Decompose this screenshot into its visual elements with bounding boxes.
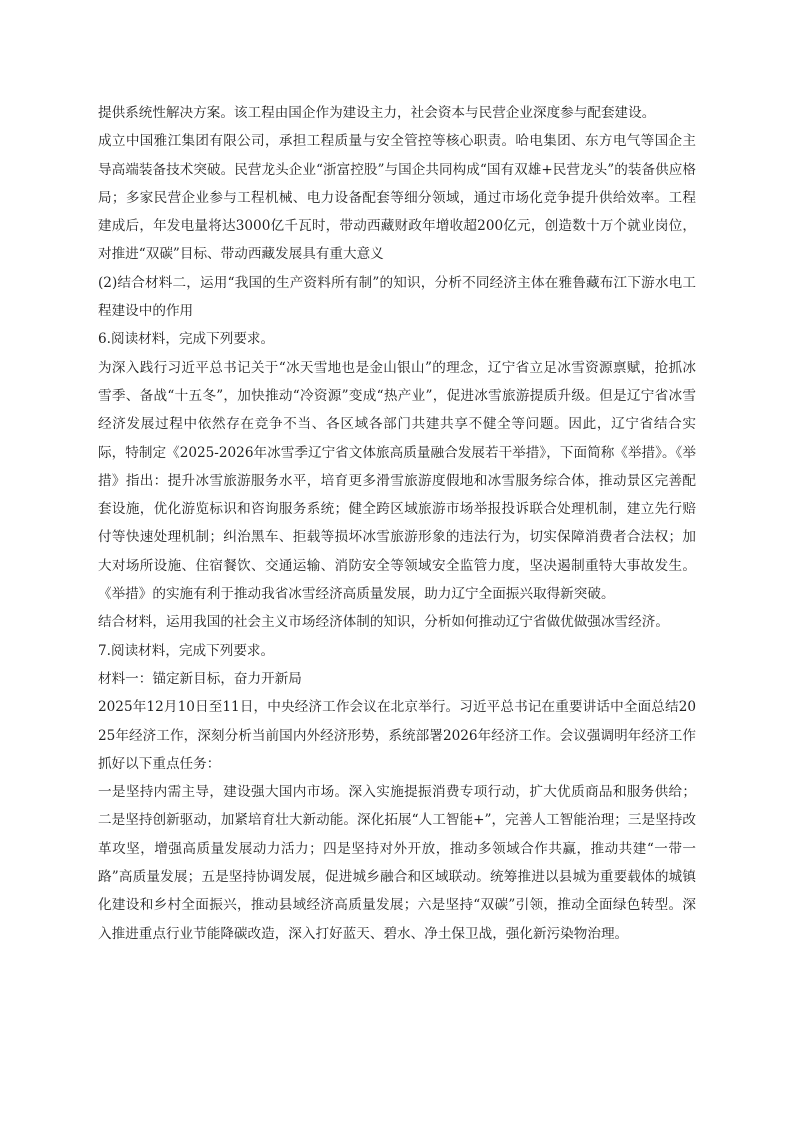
paragraph-key-tasks: 一是坚持内需主导，建设强大国内市场。深入实施提振消费专项行动，扩大优质商品和服务供给；二是坚持创新驱动，加紧培育壮大新动能。深化拓展“人工智能+”，完善人工智能治理；三是坚持改革攻坚，增强高质量发展动力活力；四是坚持对外开放，推动多领域合作共赢，推动共建“一带一路”高质量发展；五是坚持协调发展，促进城乡融合和区域联动。统筹推进以县城为重要载体的城镇化建设和乡村全面振兴，推动县域经济高质量发展；六是坚持“双碳”引领，推动全面绿色转型。深入推进重点行业节能降碳改造，深入打好蓝天、碧水、净土保卫战，强化新污染物治理。 <box>98 784 696 942</box>
question-6-prompt: 结合材料，运用我国的社会主义市场经济体制的知识，分析如何推动辽宁省做优做强冰雪经济。 <box>98 614 669 631</box>
question-2-ownership: (2)结合材料二，运用“我国的生产资料所有制”的知识，分析不同经济主体在雅鲁藏布江下游水电工程建设中的作用 <box>98 274 696 320</box>
paragraph-yajiang-group: 成立中国雅江集团有限公司，承担工程质量与安全管控等核心职责。哈电集团、东方电气等国企主导高端装备技术突破。民营龙头企业“浙富控股”与国企共同构成“国有双雄+民营龙头”的装备供应格局；多家民营企业参与工程机械、电力设备配套等细分领域，通过市场化竞争提升供给效率。工程建成后，年发电量将达3000亿千瓦时，带动西藏财政年增收超200亿元，创造数十万个就业岗位，对推进“双碳”目标、带动西藏发展具有重大意义 <box>98 133 696 263</box>
document-page <box>98 99 696 948</box>
material-1-title: 材料一：锚定新目标，奋力开新局 <box>98 670 302 687</box>
paragraph-economic-conference: 2025年12月10日至11日，中央经济工作会议在北京举行。习近平总书记在重要讲话中全面总结2025年经济工作，深刻分析当前国内外经济形势，系统部署2026年经济工作。会议强调明年经济工作抓好以下重点任务： <box>98 699 696 772</box>
question-6-heading: 6.阅读材料，完成下列要求。 <box>98 331 275 348</box>
paragraph-liaoning-ice-snow: 为深入践行习近平总书记关于“冰天雪地也是金山银山”的理念，辽宁省立足冰雪资源禀赋，抢抓冰雪季、备战“十五冬”，加快推动“冷资源”变成“热产业”，促进冰雪旅游提质升级。但是辽宁省冰雪经济发展过程中依然存在竞争不当、各区域各部门共建共享不健全等问题。因此，辽宁省结合实际，特制定《2025-2026年冰雪季辽宁省文体旅高质量融合发展若干举措》，下面简称《举措》。《举措》指出：提升冰雪旅游服务水平，培育更多滑雪旅游度假地和冰雪服务综合体，推动景区完善配套设施，优化游览标识和咨询服务系统；健全跨区域旅游市场举报投诉联合处理机制，建立先行赔付等快速处理机制；纠治黑车、拒载等损坏冰雪旅游形象的违法行为，切实保障消费者合法权；加大对场所设施、住宿餐饮、交通运输、消防安全等领域安全监管力度，坚决遏制重特大事故发生。《举措》的实施有利于推动我省冰雪经济高质量发展，助力辽宁全面振兴取得新突破。 <box>98 359 696 603</box>
paragraph-material-intro: 提供系统性解决方案。该工程由国企作为建设主力，社会资本与民营企业深度参与配套建设。 <box>98 105 656 121</box>
question-7-heading: 7.阅读材料，完成下列要求。 <box>98 642 275 659</box>
